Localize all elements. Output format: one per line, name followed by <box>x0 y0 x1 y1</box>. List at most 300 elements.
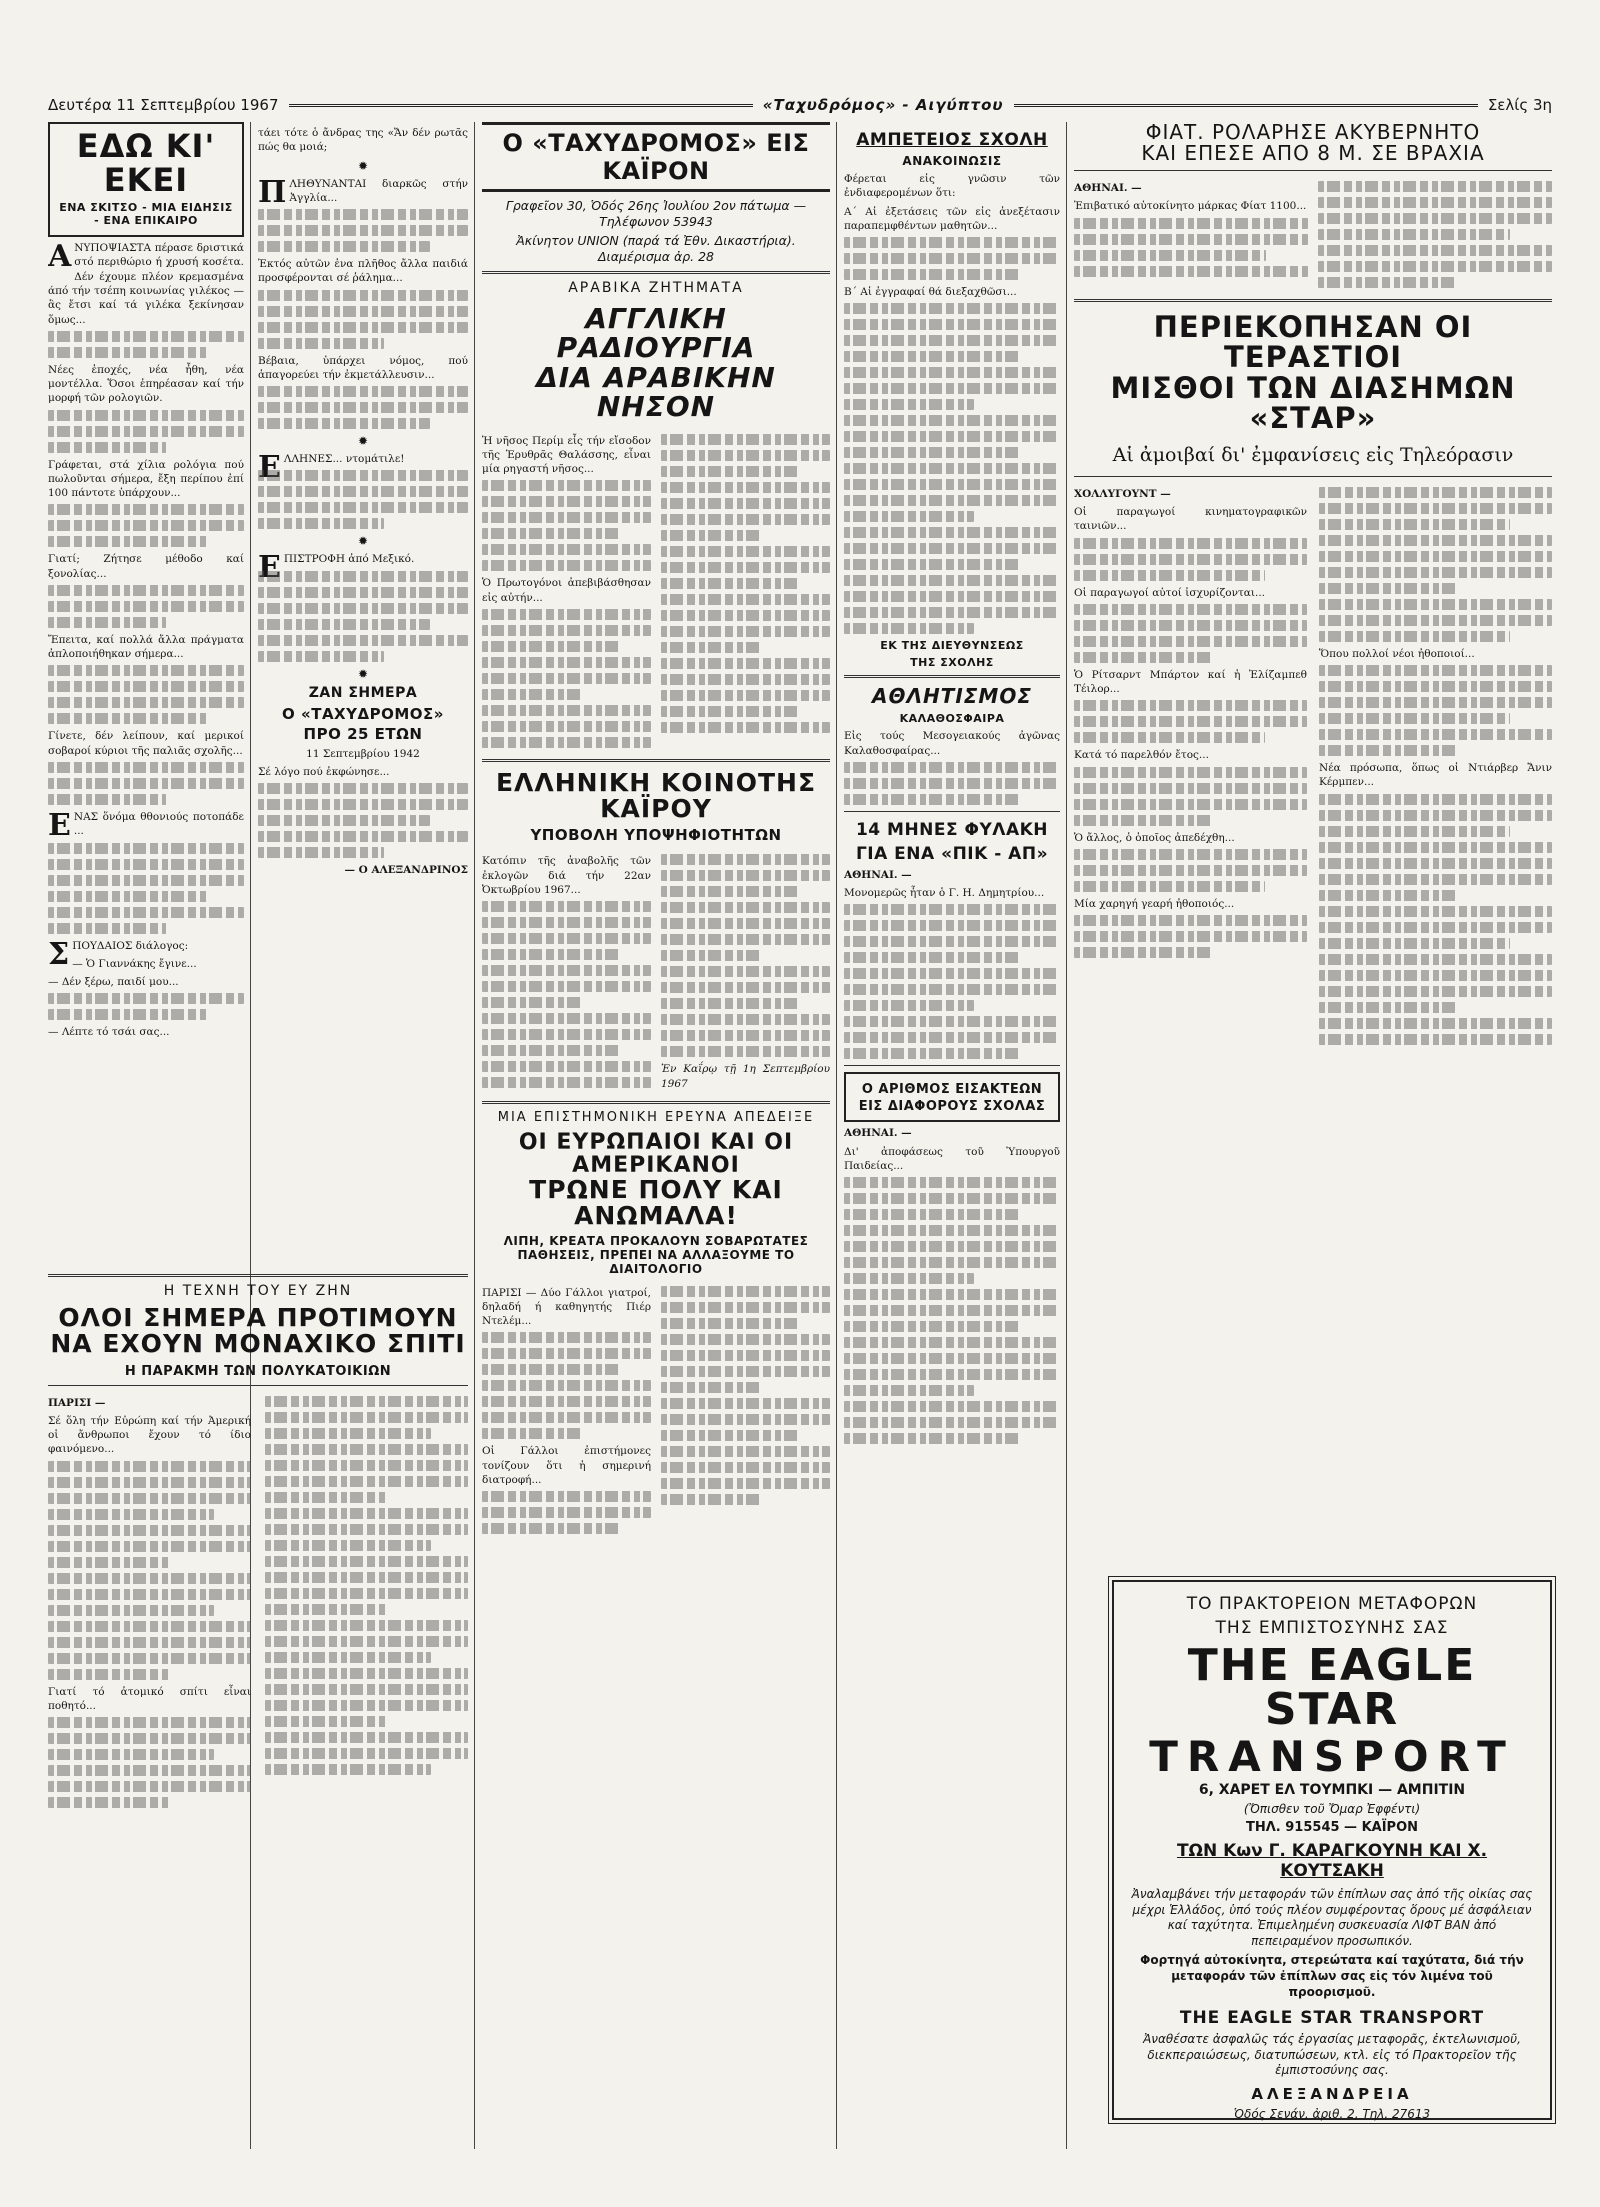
illegible-text-line <box>1319 729 1552 740</box>
text-column <box>1074 483 1307 1050</box>
illegible-text-line <box>661 1318 800 1329</box>
ad-branch-city: ΑΛΕΞΑΝΔΡΕΙΑ <box>1251 2084 1413 2103</box>
article-body <box>482 430 830 753</box>
masthead-box <box>482 122 830 192</box>
illegible-text-line <box>1074 636 1307 647</box>
illegible-text-line <box>1319 970 1552 981</box>
column-6-7 <box>1074 122 1552 1522</box>
illegible-text-line <box>844 253 1060 264</box>
paragraph: ΕΛΛΗΝΕΣ... ντομάτιλε! <box>258 450 405 486</box>
illegible-text-line <box>1319 519 1510 530</box>
illegible-text-line <box>1074 865 1307 876</box>
text-column <box>661 1282 830 1540</box>
section-subtitle: ΠΡΟ 25 ΕΤΩΝ <box>303 724 423 743</box>
illegible-text-line <box>844 1241 1060 1252</box>
illegible-text-line <box>48 778 244 789</box>
illegible-text-line <box>482 1491 651 1502</box>
illegible-text-line <box>265 1524 468 1535</box>
illegible-text-line <box>1319 713 1510 724</box>
illegible-text-line <box>1318 229 1510 240</box>
illegible-text-line <box>482 641 621 652</box>
illegible-text-line <box>844 1321 1021 1332</box>
illegible-text-line <box>661 1286 830 1297</box>
signature: ΕΚ ΤΗΣ ΔΙΕΥΘΥΝΣΕΩΣ <box>880 639 1024 653</box>
illegible-text-line <box>48 1653 251 1664</box>
illegible-text-line <box>1319 922 1552 933</box>
illegible-text-line <box>661 902 830 913</box>
illegible-text-line <box>844 1193 1060 1204</box>
illegible-text-line <box>844 968 1060 979</box>
illegible-text-line <box>482 1396 651 1407</box>
article-body <box>1074 177 1552 293</box>
illegible-text-line <box>661 1462 830 1473</box>
dateline: ΑΘΗΝΑΙ. — <box>844 868 912 881</box>
paragraph: Οἱ παραγωγοί κινηματογραφικῶν ταινιῶν... <box>1074 506 1307 533</box>
illegible-text-line <box>482 625 651 636</box>
article-headline: ΑΓΓΛΙΚΗ ΡΑΔΙΟΥΡΓΙΑ <box>556 302 756 365</box>
paragraph: Ὁ ἄλλος, ὁ ὁποῖος ἀπεδέχθη... <box>1074 831 1235 844</box>
dialog-line: — Λέπτε τό τσάι σας... <box>48 1026 170 1039</box>
illegible-text-line <box>48 1781 251 1792</box>
paragraph: ΕΝΑΣ ὅνόμα θθονιούς ποτοπάδε ... <box>48 807 244 843</box>
illegible-text-line <box>48 1717 251 1728</box>
illegible-text-line <box>1319 954 1552 965</box>
article-body <box>482 1282 830 1540</box>
section-subtitle: ΚΑΛΑΘΟΣΦΑΙΡΑ <box>899 712 1005 726</box>
article-subtitle: ΥΠΟΒΟΛΗ ΥΠΟΨΗΦΙΟΤΗΤΩΝ <box>530 826 782 845</box>
illegible-text-line <box>661 610 830 621</box>
illegible-text-line <box>844 1433 1021 1444</box>
illegible-text-line <box>258 209 468 220</box>
article-headline: Ο ΑΡΙΘΜΟΣ ΕΙΣΑΚΤΕΩΝ <box>861 1082 1043 1098</box>
illegible-text-line <box>844 1385 974 1396</box>
illegible-text-line <box>661 674 830 685</box>
page-number: Σελίς 3η <box>1487 96 1552 114</box>
illegible-text-line <box>844 762 1060 773</box>
illegible-text-line <box>48 1749 214 1760</box>
article-headline: ΦΙΑΤ. ΡΟΛΑΡΗΣΕ ΑΚΥΒΕΡΝΗΤΟ <box>1145 122 1481 144</box>
article-headline: ΝΑ ΕΧΟΥΝ ΜΟΝΑΧΙΚΟ ΣΠΙΤΙ <box>50 1329 466 1359</box>
illegible-text-line <box>1319 665 1552 676</box>
page-header <box>48 94 1552 116</box>
illegible-text-line <box>48 442 166 453</box>
illegible-text-line <box>48 331 244 342</box>
article-headline: ΑΜΠΕΤΕΙΟΣ ΣΧΟΛΗ <box>856 130 1048 150</box>
illegible-text-line <box>1319 874 1552 885</box>
illegible-text-line <box>265 1396 468 1407</box>
illegible-text-line <box>661 1014 830 1025</box>
illegible-text-line <box>1074 881 1265 892</box>
paragraph: ΠΑΡΙΣΙ — Δύο Γάλλοι γιατροί, δηλαδή ή καθηγητής Πιέρ Ντελέμ... <box>482 1286 651 1328</box>
text-column <box>482 1282 651 1540</box>
illegible-text-line <box>48 1621 251 1632</box>
illegible-text-line <box>48 993 244 1004</box>
illegible-text-line <box>482 560 651 571</box>
illegible-text-line <box>265 1732 468 1743</box>
illegible-text-line <box>265 1764 431 1775</box>
divider <box>1074 299 1552 302</box>
illegible-text-line <box>265 1508 468 1519</box>
illegible-text-line <box>258 847 384 858</box>
illegible-text-line <box>482 1061 651 1072</box>
dialog-line: — Ὁ Γιαννάκης ἔγινε... <box>72 957 197 970</box>
article-headline: ΟΙ ΕΥΡΩΠΑΙΟΙ ΚΑΙ ΟΙ ΑΜΕΡΙΚΑΝΟΙ <box>518 1129 794 1179</box>
paragraph: Οἱ παραγωγοί αὐτοί ἰσχυρίζονται... <box>1074 586 1266 599</box>
illegible-text-line <box>1074 732 1265 743</box>
ad-brand-line: THE EAGLE STAR TRANSPORT <box>1179 2008 1485 2029</box>
illegible-text-line <box>482 933 651 944</box>
column-2 <box>258 122 468 1262</box>
illegible-text-line <box>48 843 244 854</box>
ad-owner-names: ΤΩΝ Κων Γ. ΚΑΡΑΓΚΟΥΝΗ ΚΑΙ Χ. ΚΟΥΤΣΑΚΗ <box>1176 1841 1488 1881</box>
illegible-text-line <box>258 306 468 317</box>
paragraph: ΣΠΟΥΔΑΙΟΣ διάλογος: <box>48 936 189 972</box>
illegible-text-line <box>48 520 244 531</box>
illegible-text-line <box>482 512 651 523</box>
illegible-text-line <box>48 1541 251 1552</box>
article-headline: ΕΙΣ ΔΙΑΦΟΡΟΥΣ ΣΧΟΛΑΣ <box>858 1099 1046 1115</box>
illegible-text-line <box>482 1380 651 1391</box>
illegible-text-line <box>844 319 1060 330</box>
ad-tagline: ΤΟ ΠΡΑΚΤΟΡΕΙΟΝ ΜΕΤΑΦΟΡΩΝ <box>1186 1594 1478 1614</box>
illegible-text-line <box>1318 181 1552 192</box>
illegible-text-line <box>258 831 468 842</box>
illegible-text-line <box>1074 915 1307 926</box>
paragraph: Δι' ἀποφάσεως τοῦ Ὑπουργοῦ Παιδείας... <box>844 1145 1060 1172</box>
paragraph: ΠΛΗΘΥΝΑΝΤΑΙ διαρκῶς στήν Ἀγγλία... <box>258 174 468 210</box>
illegible-text-line <box>661 1382 762 1393</box>
illegible-text-line <box>844 1257 1060 1268</box>
illegible-text-line <box>1074 554 1307 565</box>
illegible-text-line <box>258 603 468 614</box>
illegible-text-line <box>482 997 583 1008</box>
illegible-text-line <box>1319 745 1459 756</box>
illegible-text-line <box>48 536 209 547</box>
illegible-text-line <box>661 918 830 929</box>
illegible-text-line <box>258 571 468 582</box>
paragraph: ΑΝΥΠΟΨΙΑΣΤΑ πέρασε δριστικά στό περιθώριο ή χρυσή κοσέτα. Δέν έχουμε πλέον κρεμασμένα άπό τήν τσέπη κοινωνίας γιλέκος — ἂς ἔτσι καί τά γιλέκα ξεκίνησαν ὅμως... <box>48 239 244 326</box>
article-body <box>48 1392 468 1814</box>
ad-address-note: (Ὄπισθεν τοῦ Ὄμαρ Ἐφφέντι) <box>1243 1802 1421 1816</box>
illegible-text-line <box>1319 615 1552 626</box>
dateline: ΑΘΗΝΑΙ. — <box>844 1127 912 1140</box>
illegible-text-line <box>844 904 1060 915</box>
feature-subtitle: ΕΝΑ ΣΚΙΤΣΟ - ΜΙΑ ΕΙΔΗΣΙΣ - ΕΝΑ ΕΠΙΚΑΙΡΟ <box>59 201 233 228</box>
illegible-text-line <box>661 626 830 637</box>
section-subtitle: Ο «ΤΑΧΥΔΡΟΜΟΣ» <box>282 704 444 723</box>
illegible-text-line <box>1074 538 1307 549</box>
illegible-text-line <box>844 495 1060 506</box>
paragraph: Σέ ὅλη τήν Εὐρώπη καί τήν Ἀμερική οἱ ἄνθρωποι ἔχουν τό ίδιο φαινόμενο... <box>48 1414 251 1456</box>
illegible-text-line <box>265 1444 468 1455</box>
illegible-text-line <box>258 783 468 794</box>
illegible-text-line <box>48 1669 170 1680</box>
illegible-text-line <box>1319 794 1552 805</box>
illegible-text-line <box>48 762 244 773</box>
illegible-text-line <box>661 1030 830 1041</box>
ad-tagline: ΤΗΣ ΕΜΠΙΣΤΟΣΥΝΗΣ ΣΑΣ <box>1215 1618 1449 1638</box>
illegible-text-line <box>1074 700 1307 711</box>
text-column <box>661 850 830 1095</box>
illegible-text-line <box>1319 1034 1552 1045</box>
article-body <box>1074 483 1552 1050</box>
dateline: ΧΟΛΛΥΓΟΥΝΤ — <box>1074 487 1171 500</box>
illegible-text-line <box>661 950 762 961</box>
illegible-text-line <box>661 594 830 605</box>
illegible-text-line <box>661 870 830 881</box>
illegible-text-line <box>1074 815 1214 826</box>
illegible-text-line <box>482 981 651 992</box>
illegible-text-line <box>844 1401 1060 1412</box>
illegible-text-line <box>844 623 974 634</box>
paragraph: Νέες ἐποχές, νέα ἦθη, νέα μοντέλλα. Ὅσοι ἐπηρέασαν καί τήν μορφή τῶν ρολογιῶν. <box>48 363 244 405</box>
illegible-text-line <box>844 1273 974 1284</box>
illegible-text-line <box>844 1289 1060 1300</box>
illegible-text-line <box>844 778 1060 789</box>
illegible-text-line <box>661 578 800 589</box>
illegible-text-line <box>661 966 830 977</box>
illegible-text-line <box>1319 1002 1459 1013</box>
text-column <box>48 1392 251 1814</box>
illegible-text-line <box>844 1353 1060 1364</box>
illegible-text-line <box>265 1604 387 1615</box>
eagle-star-advertisement <box>1112 1580 1552 2120</box>
divider <box>48 1385 468 1386</box>
illegible-text-line <box>48 504 244 515</box>
illegible-text-line <box>1319 938 1510 949</box>
paragraph: Ὁ Πρωτογόνοι ἀπεβιβάσθησαν εἰς αὐτήν... <box>482 577 651 604</box>
illegible-text-line <box>661 1302 830 1313</box>
illegible-text-line <box>258 470 468 481</box>
illegible-text-line <box>661 466 800 477</box>
illegible-text-line <box>482 1348 651 1359</box>
illegible-text-line <box>1319 826 1510 837</box>
ornament: ✹ <box>357 434 369 449</box>
illegible-text-line <box>844 479 1060 490</box>
illegible-text-line <box>265 1572 468 1583</box>
illegible-text-line <box>844 1032 1060 1043</box>
illegible-text-line <box>48 794 166 805</box>
illegible-text-line <box>1074 250 1266 261</box>
dateline: ΑΘΗΝΑΙ. — <box>1074 182 1142 194</box>
illegible-text-line <box>844 1000 974 1011</box>
section-title: ΑΘΛΗΤΙΣΜΟΣ <box>871 684 1032 709</box>
illegible-text-line <box>48 713 209 724</box>
dateline: ΠΑΡΙΣΙ — <box>48 1396 106 1409</box>
illegible-text-line <box>1318 245 1552 256</box>
illegible-text-line <box>1319 681 1552 692</box>
article-kicker: ΜΙΑ ΕΠΙΣΤΗΜΟΝΙΚΗ ΕΡΕΥΝΑ ΑΠΕΔΕΙΞΕ <box>497 1109 815 1125</box>
illegible-text-line <box>844 463 1060 474</box>
ornament: ✹ <box>357 158 369 173</box>
illegible-text-line <box>844 415 1060 426</box>
illegible-text-line <box>48 681 244 692</box>
article-subtitle: Η ΠΑΡΑΚΜΗ ΤΩΝ ΠΟΛΥΚΑΤΟΙΚΙΩΝ <box>124 1363 392 1379</box>
illegible-text-line <box>265 1412 468 1423</box>
illegible-text-line <box>661 886 800 897</box>
illegible-text-line <box>1074 947 1214 958</box>
illegible-text-line <box>661 722 830 733</box>
illegible-text-line <box>1074 716 1307 727</box>
illegible-text-line <box>265 1716 387 1727</box>
illegible-text-line <box>48 923 166 934</box>
illegible-text-line <box>258 225 468 236</box>
illegible-text-line <box>48 697 244 708</box>
illegible-text-line <box>48 585 244 596</box>
article-headline: 14 ΜΗΝΕΣ ΦΥΛΑΚΗ <box>855 819 1049 840</box>
illegible-text-line <box>265 1460 468 1471</box>
ad-address: 6, ΧΑΡΕΤ ΕΛ ΤΟΥΜΠΚΙ — ΑΜΠΙΤΙΝ <box>1198 1782 1466 1798</box>
illegible-text-line <box>1319 842 1552 853</box>
illegible-text-line <box>48 859 244 870</box>
illegible-text-line <box>844 367 1060 378</box>
paragraph: τάει τότε ὁ ἄνδρας της «Ἄν δέν ρωτᾶς πώς θα μοιά; <box>258 127 468 154</box>
illegible-text-line <box>661 854 830 865</box>
illegible-text-line <box>258 635 468 646</box>
illegible-text-line <box>661 1414 830 1425</box>
illegible-text-line <box>265 1476 468 1487</box>
masthead: Ο «ΤΑΧΥΔΡΟΜΟΣ» ΕΙΣ ΚΑΪΡΟΝ <box>502 129 810 185</box>
illegible-text-line <box>258 322 468 333</box>
illegible-text-line <box>482 1029 651 1040</box>
illegible-text-line <box>844 920 1060 931</box>
illegible-text-line <box>258 518 384 529</box>
illegible-text-line <box>482 1507 651 1518</box>
office-info: Γραφεῖον 30, Ὁδός 26ης Ἰουλίου 2ον πάτωμα — Τηλέφωνον 53943 <box>505 198 807 230</box>
illegible-text-line <box>661 1430 800 1441</box>
illegible-text-line <box>482 1077 651 1088</box>
paragraph: Νέα πρόσωπα, ὅπως οἱ Ντιάρβερ Ἄνιν Κέρμπεν... <box>1319 762 1552 789</box>
illegible-text-line <box>48 1509 214 1520</box>
illegible-text-line <box>482 1364 621 1375</box>
illegible-text-line <box>844 511 974 522</box>
illegible-text-line <box>661 434 830 445</box>
illegible-text-line <box>265 1620 468 1631</box>
illegible-text-line <box>1319 1018 1552 1029</box>
illegible-text-line <box>844 559 1021 570</box>
illegible-text-line <box>661 562 830 573</box>
illegible-text-line <box>1074 799 1307 810</box>
column-rule <box>1066 122 1067 2149</box>
illegible-text-line <box>844 543 1060 554</box>
paragraph: Γίνετε, δέν λείπουν, καί μερικοί σοβαροί κύριοι τῆς παλιᾶς σχολῆς... <box>48 730 244 757</box>
illegible-text-line <box>661 934 830 945</box>
illegible-text-line <box>48 1009 209 1020</box>
paragraph: Γιατί; Ζήτησε μέθοδο καί ξονολίας... <box>48 553 244 580</box>
illegible-text-line <box>1074 234 1308 245</box>
illegible-text-line <box>844 1177 1060 1188</box>
article-headline: ΤΡΩΝΕ ΠΟΛΥ ΚΑΙ ΑΝΩΜΑΛΑ! <box>529 1175 783 1231</box>
ad-description: Φορτηγά αὐτοκίνητα, στερεώτατα καί ταχύτατα, διά τήν μεταφοράν τῶν ἐπίπλων σας εἰς τόν λιμένα τοῦ προορισμοῦ. <box>1140 1953 1524 1999</box>
column-5 <box>844 122 1060 2152</box>
signature: — Ο ΑΛΕΞΑΝΔΡΙΝΟΣ <box>344 864 468 877</box>
paragraph: Γιατί τό ἀτομικό σπίτι εἶναι ποθητό... <box>48 1685 251 1712</box>
illegible-text-line <box>482 901 651 912</box>
article-subtitle: Αἱ ἀμοιβαί δι' ἐμφανίσεις εἰς Τηλεόρασιν <box>1112 443 1514 466</box>
illegible-text-line <box>1319 567 1552 578</box>
signature: Ἐν Καΐρῳ τῇ 1η Σεπτεμβρίου 1967 <box>661 1063 830 1090</box>
ad-phone: ΤΗΛ. 915545 — ΚΑΪΡΟΝ <box>1245 1820 1419 1835</box>
divider <box>482 1101 830 1104</box>
illegible-text-line <box>661 1046 830 1057</box>
illegible-text-line <box>661 706 800 717</box>
illegible-text-line <box>1319 583 1459 594</box>
illegible-text-line <box>1074 652 1214 663</box>
illegible-text-line <box>1319 631 1510 642</box>
illegible-text-line <box>48 1605 214 1616</box>
paragraph: Κατά τό παρελθόν ἔτος... <box>1074 749 1209 762</box>
divider <box>844 811 1060 812</box>
illegible-text-line <box>265 1668 468 1679</box>
illegible-text-line <box>1319 503 1552 514</box>
illegible-text-line <box>482 721 651 732</box>
ornament: ✹ <box>357 534 369 549</box>
illegible-text-line <box>482 480 651 491</box>
illegible-text-line <box>48 347 209 358</box>
illegible-text-line <box>258 815 430 826</box>
illegible-text-line <box>258 587 468 598</box>
text-column <box>1319 483 1552 1050</box>
article-headline: ΠΕΡΙΕΚΟΠΗΣΑΝ ΟΙ ΤΕΡΑΣΤΙΟΙ <box>1153 310 1473 375</box>
illegible-text-line <box>661 1446 830 1457</box>
illegible-text-line <box>265 1748 468 1759</box>
illegible-text-line <box>48 875 244 886</box>
paragraph: Ἔπειτα, καί πολλά ἄλλα πράγματα ἀπλοποιήθηκαν σήμερα... <box>48 633 244 661</box>
paragraph: Ὅπου πολλοί νέοι ἠθοποιοί... <box>1319 647 1475 660</box>
header-rule <box>1014 104 1478 107</box>
illegible-text-line <box>48 1461 251 1472</box>
illegible-text-line <box>482 1412 651 1423</box>
dialog-line: — Δέν ξέρω, παιδί μου... <box>48 976 179 989</box>
illegible-text-line <box>1319 697 1552 708</box>
illegible-text-line <box>661 530 762 541</box>
column-1 <box>48 122 244 1262</box>
illegible-text-line <box>482 1428 583 1439</box>
illegible-text-line <box>258 402 468 413</box>
divider <box>844 675 1060 678</box>
illegible-text-line <box>1318 197 1552 208</box>
illegible-text-line <box>844 237 1060 248</box>
illegible-text-line <box>48 907 244 918</box>
illegible-text-line <box>482 965 651 976</box>
illegible-text-line <box>48 1589 251 1600</box>
illegible-text-line <box>844 1016 1060 1027</box>
illegible-text-line <box>661 982 830 993</box>
illegible-text-line <box>844 527 1060 538</box>
divider <box>48 1274 468 1277</box>
illegible-text-line <box>1318 261 1552 272</box>
paragraph: Ἐκτός αὐτῶν ἐνα πλῆθος ἄλλα παιδιά προσφέρονται σέ ῥάλημα... <box>258 258 468 285</box>
article-headline: ΓΙΑ ΕΝΑ «ΠΙΚ - ΑΠ» <box>855 843 1049 864</box>
illegible-text-line <box>1319 906 1552 917</box>
header-rule <box>289 104 753 107</box>
illegible-text-line <box>844 1369 1060 1380</box>
illegible-text-line <box>1318 213 1552 224</box>
paragraph: ΕΠΙΣΤΡΟΦΗ ἀπό Μεξικό. <box>258 550 415 586</box>
illegible-text-line <box>844 1417 1060 1428</box>
illegible-text-line <box>48 1797 170 1808</box>
divider <box>844 1065 1060 1066</box>
illegible-text-line <box>482 1523 621 1534</box>
illegible-text-line <box>1074 266 1308 277</box>
illegible-text-line <box>1074 570 1265 581</box>
illegible-text-line <box>844 952 1021 963</box>
text-column <box>1074 177 1308 293</box>
paragraph: Κατόπιν τῆς ἀναβολῆς τῶν ἐκλογῶν διά τήν 22αν Ὀκτωβρίου 1967... <box>482 855 651 896</box>
illegible-text-line <box>482 737 651 748</box>
illegible-text-line <box>265 1428 431 1439</box>
illegible-text-line <box>1074 604 1307 615</box>
